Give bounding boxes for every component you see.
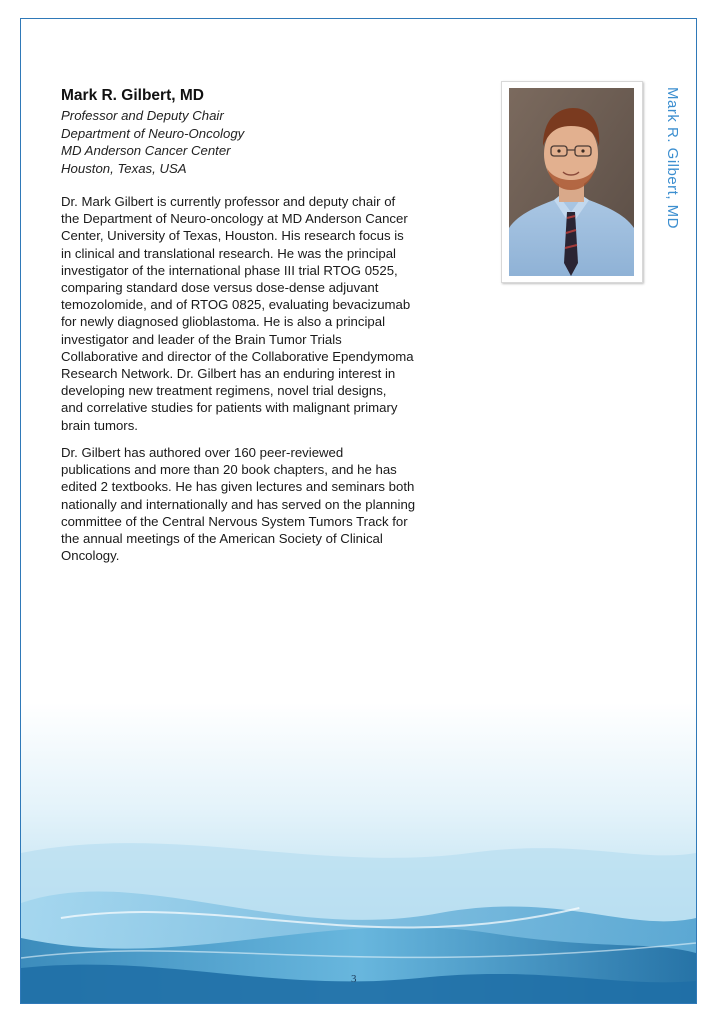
- bio-line: for newly diagnosed glioblastoma. He is also a principal: [61, 314, 386, 330]
- bio-line: Research Network. Dr. Gilbert has an enduring interest in: [61, 366, 396, 382]
- affiliation-location: Houston, Texas, USA: [61, 160, 187, 176]
- bio-line: brain tumors.: [61, 417, 138, 433]
- bio-line: Center, University of Texas, Houston. His research focus is: [61, 228, 404, 244]
- bio-line: publications and more than 20 book chapters, and he has: [61, 462, 397, 478]
- side-title: Mark R. Gilbert, MD: [664, 87, 681, 230]
- bio-line: Dr. Gilbert has authored over 160 peer-reviewed: [61, 445, 344, 460]
- portrait-photo: [509, 88, 634, 276]
- bio-line: Collaborative and director of the Collaborative Ependymoma: [61, 348, 414, 364]
- bio-line: developing new treatment regimens, novel trial designs,: [61, 383, 387, 399]
- bio-line: investigator and leader of the Brain Tumor Trials: [61, 331, 342, 347]
- bio-line: edited 2 textbooks. He has given lectures and seminars both: [61, 479, 415, 495]
- affiliation-department: Department of Neuro-Oncology: [61, 125, 245, 141]
- page-number: 3: [351, 973, 357, 985]
- bio-paragraph-2: [61, 444, 461, 564]
- bio-line: nationally and internationally and has served on the planning: [61, 496, 416, 512]
- bio-line: in clinical and translational research. He was the principal: [61, 245, 396, 261]
- bio-line: Dr. Mark Gilbert is currently professor and deputy chair of: [61, 194, 396, 209]
- bio-line: committee of the Central Nervous System Tumors Track for: [61, 513, 408, 529]
- profile-header: [61, 87, 481, 177]
- bio-line: the annual meetings of the American Society of Clinical: [61, 531, 383, 547]
- bio-line: temozolomide, and of RTOG 0825, evaluating bevacizumab: [61, 297, 411, 313]
- bio-paragraph-1: [61, 193, 461, 434]
- bio-line: Oncology.: [61, 548, 120, 564]
- bio-line: the Department of Neuro-oncology at MD Anderson Cancer: [61, 211, 408, 227]
- decorative-wave-background: [21, 703, 696, 1003]
- page-frame: [20, 18, 697, 1004]
- profile-name: Mark R. Gilbert, MD: [61, 87, 204, 104]
- affiliation-institution: MD Anderson Cancer Center: [61, 143, 231, 158]
- bio-line: investigator of the international phase III trial RTOG 0525,: [61, 262, 398, 278]
- bio-line: comparing standard dose versus dose-dense adjuvant: [61, 280, 379, 296]
- portrait-photo-frame: [501, 81, 643, 283]
- bio-line: and correlative studies for patients with malignant primary: [61, 400, 398, 416]
- affiliation-title: Professor and Deputy Chair: [61, 108, 224, 123]
